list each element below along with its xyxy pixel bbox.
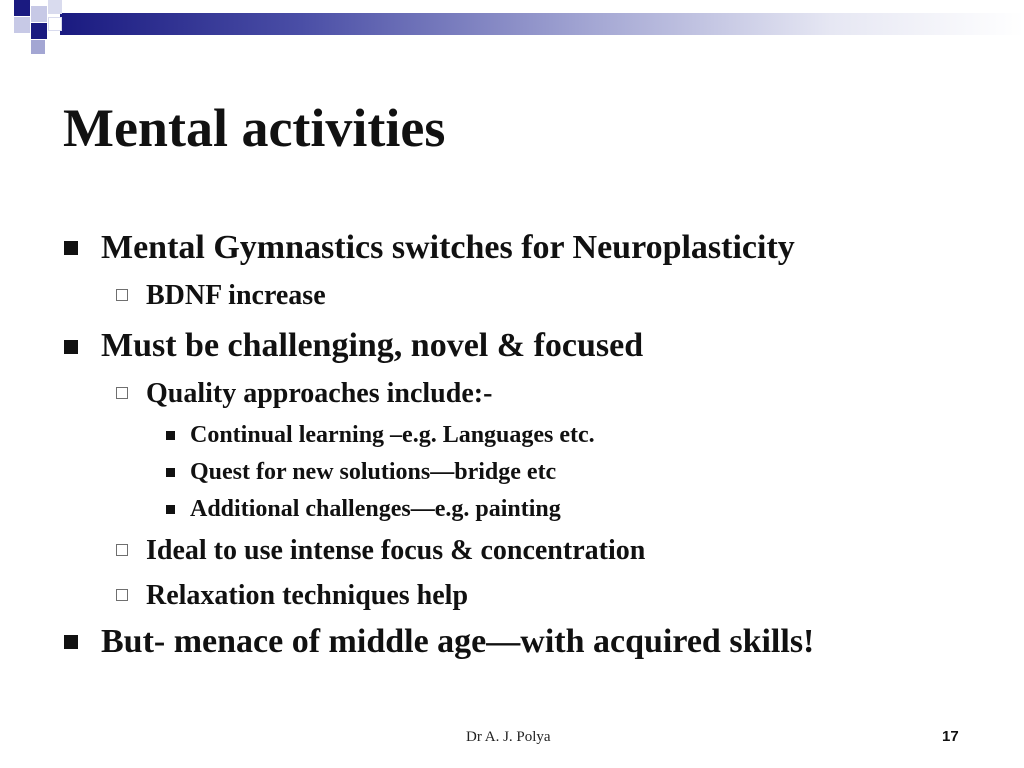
small-square-bullet-icon — [166, 505, 175, 514]
sub-bullet-text: Ideal to use intense focus & concentration — [146, 535, 646, 566]
hollow-square-bullet-icon — [116, 387, 128, 399]
sub-bullet-text: Quality approaches include:- — [146, 378, 493, 409]
header-decoration — [0, 0, 1024, 64]
square-bullet-icon — [64, 635, 78, 649]
square-bullet-icon — [64, 340, 78, 354]
header-gradient-bar — [60, 13, 1024, 35]
hollow-square-bullet-icon — [116, 289, 128, 301]
page-number: 17 — [942, 728, 959, 745]
square-bullet-icon — [64, 241, 78, 255]
sub-bullet-text: BDNF increase — [146, 280, 326, 311]
sub-bullet-text: Relaxation techniques help — [146, 580, 469, 611]
bullet-text: But- menace of middle age—with acquired skills! — [101, 623, 815, 660]
hollow-square-bullet-icon — [116, 544, 128, 556]
sub-sub-bullet-text: Quest for new solutions—bridge etc — [190, 459, 557, 485]
sub-sub-bullet-text: Continual learning –e.g. Languages etc. — [190, 422, 595, 448]
slide-title: Mental activities — [63, 98, 446, 158]
small-square-bullet-icon — [166, 468, 175, 477]
footer-author: Dr A. J. Polya — [466, 729, 551, 745]
header-squares-logo — [0, 0, 80, 64]
sub-sub-bullet-text: Additional challenges—e.g. painting — [190, 496, 561, 522]
bullet-text: Must be challenging, novel & focused — [101, 327, 644, 364]
bullet-text: Mental Gymnastics switches for Neuroplasticity — [101, 229, 795, 266]
hollow-square-bullet-icon — [116, 589, 128, 601]
small-square-bullet-icon — [166, 431, 175, 440]
